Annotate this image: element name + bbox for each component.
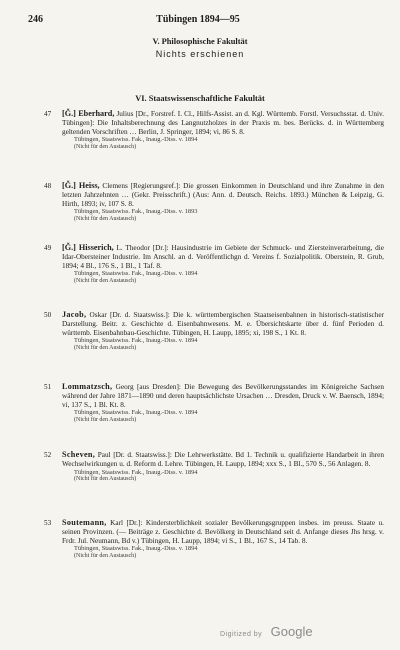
- entry-number: 53: [44, 519, 52, 527]
- entry-text: Oskar [Dr. d. Staatswiss.]: Die k. württembergischen Staatseisenbahnen in historisch-statistischer Darstellung. Beitr. z. Geschichte d. Eisenbahnwesens. M. e. Übersichtskarte über d. fünf Perioden d. württemb. Eisenbahnbau-Geschichte. Tübingen, H. Laupp, 1895; xi, 198 S., 1 Kt. 8.: [62, 311, 384, 337]
- section-vi-heading: VI. Staatswissenschaftliche Fakultät: [135, 94, 265, 103]
- entry-exchange-note: (Nicht für den Austausch): [74, 476, 137, 483]
- author-name: Soutemann,: [62, 518, 107, 527]
- entry-number: 52: [44, 451, 52, 459]
- section-v-note: Nichts erschienen: [155, 49, 245, 59]
- entry-exchange-note: (Nicht für den Austausch): [74, 552, 137, 559]
- entry-note: Tübingen, Staatswiss. Fak., Inaug.-Diss. v. 1893: [74, 208, 198, 216]
- entry-52: [44, 450, 385, 484]
- entry-text: Paul [Dr. d. Staatswiss.]: Die Lehrwerkstätte. Bd 1. Technik u. qualifizierte Handarbeit in ihren Wechselwirkungen u. d. Reform d. Lehre. Tübingen, H. Laupp, 1894; xxx S., 1 Bl., 570 S., 56 Anlagen. 8.: [62, 451, 385, 468]
- entry-note: Tübingen, Staatswiss. Fak., Inaug.-Diss. v. 1894: [74, 409, 198, 417]
- author-name: [Ǧ.] Heiss,: [62, 181, 100, 190]
- entry-number: 51: [44, 383, 52, 391]
- entry-note: Tübingen, Staatswiss. Fak., Inaug.-Diss. v. 1894: [74, 545, 198, 553]
- running-title: Tübingen 1894—95: [156, 14, 240, 25]
- entry-51: [44, 382, 384, 425]
- entry-text: L. Theodor [Dr.]: Hausindustrie im Gebiete der Schmuck- und Ziersteinverarbeitung, die Idar-Obersteiner Industrie. Im Anschl. an d. Veröffentlichgn d. Vereins f. Sozialpolitik. Oberstein, R. Grub, 1894; 4 Bl., 176 S., 1 Bl., 1 Taf. 8.: [62, 244, 384, 270]
- entry-exchange-note: (Nicht für den Austausch): [74, 215, 137, 222]
- entry-48: [44, 181, 384, 224]
- author-name: Scheven,: [62, 450, 96, 459]
- google-watermark: [220, 623, 313, 641]
- entry-note: Tübingen, Staatswiss. Fak., Inaug.-Diss. v. 1894: [74, 136, 198, 144]
- entry-53: [44, 518, 384, 561]
- entry-exchange-note: (Nicht für den Austausch): [74, 344, 137, 351]
- page-number: 246: [28, 14, 43, 25]
- entry-text: Georg [aus Dresden]: Die Bewegung des Bevölkerungsstandes im Königreiche Sachsen während der Jahre 1871—1890 und deren hauptsächlichste Ursachen … Dresden, Druck v. W. Baensch, 1894; vi, 137 S., 1 Bl. Kt. 8.: [62, 383, 384, 409]
- google-logo: Google: [270, 624, 313, 639]
- entry-text: Julius [Dr., Forstref. I. Cl., Hilfs-Assist. an d. Kgl. Württemb. Forstl. Versuchsstat. d. Univ. Tübingen]: Die Inhaltsberechnung des Langnutzholzes in der Praxis m. bes. Berücks. d. in Württemberg geltenden Vorschriften … Berlin, J. Springer, 1894; vi, 86 S. 8.: [62, 110, 384, 136]
- section-v-heading: V. Philosophische Fakultät: [152, 37, 248, 46]
- author-name: Lommatzsch,: [62, 382, 113, 391]
- watermark-prefix: Digitized by: [220, 631, 263, 638]
- entry-note: Tübingen, Staatswiss. Fak., Inaug.-Diss. v. 1894: [74, 468, 198, 476]
- running-header: [10, 14, 386, 30]
- entry-number: 50: [44, 311, 52, 319]
- entry-text: Clemens [Regierungsref.]: Die grossen Einkommen in Deutschland und ihre Zunahme in den letzten Jahrzehnten … (Gekr. Preisschrift.) (Aus: Ann. d. Deutsch. Reichs. 1893.) München & Leipzig, G. Hirth, 1893; iv, 107 S. 8.: [62, 182, 384, 208]
- entry-49: [44, 243, 384, 286]
- entry-exchange-note: (Nicht für den Austausch): [74, 277, 137, 284]
- entry-number: 49: [44, 244, 52, 252]
- entry-text: Karl [Dr.]: Kindersterblichkeit sozialer Bevölkerungsgruppen insbes. im preuss. Staate u. seinen Provinzen. (— Beiträge z. Geschichte d. Bevölkerg in Deutschland seit d. Anfange dieses Jhs hrsg. v. Frdr. Jul. Neumann, Bd v.) Tübingen, H. Laupp, 1894; vi S., 1 Bl., 167 S., 14 Tab. 8.: [62, 519, 384, 545]
- entry-47: [44, 109, 384, 152]
- author-name: [Ǧ.] Eberhard,: [62, 109, 115, 118]
- entry-note: Tübingen, Staatswiss. Fak., Inaug.-Diss. v. 1894: [74, 270, 198, 278]
- entry-number: 48: [44, 182, 52, 190]
- entry-exchange-note: (Nicht für den Austausch): [74, 416, 137, 423]
- author-name: [Ǧ.] Hisserich,: [62, 243, 114, 252]
- author-name: Jacob,: [62, 310, 87, 319]
- entry-note: Tübingen, Staatswiss. Fak., Inaug.-Diss. v. 1894: [74, 337, 198, 345]
- entry-50: [44, 310, 384, 353]
- entry-exchange-note: (Nicht für den Austausch): [74, 143, 137, 150]
- entry-number: 47: [44, 110, 52, 118]
